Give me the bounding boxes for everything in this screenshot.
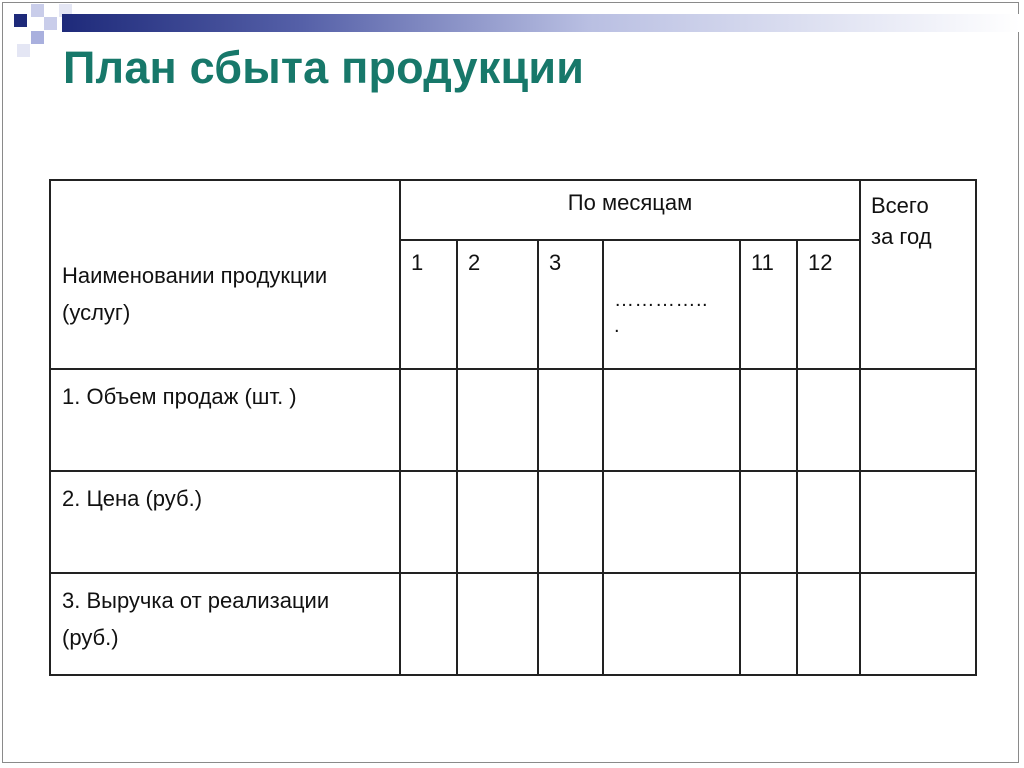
month-ellipsis-tail: . (614, 315, 621, 337)
table-row (50, 471, 976, 573)
month-ellipsis-dots: ………….. (614, 289, 709, 311)
month-header-3: 3 (538, 240, 603, 369)
table-cell (457, 471, 538, 573)
header-by-months: По месяцам (400, 180, 860, 240)
month-header-11: 11 (740, 240, 797, 369)
table-cell (860, 471, 976, 573)
header-total-line2: за год (871, 224, 932, 249)
table-row (50, 573, 976, 675)
decor-square (31, 31, 44, 44)
decor-square (14, 14, 27, 27)
header-total-year (860, 180, 976, 369)
row-label-revenue (50, 573, 400, 675)
table-cell (538, 369, 603, 471)
row-label-price: 2. Цена (руб.) (50, 471, 400, 573)
table-cell (603, 369, 740, 471)
row-label-sales-volume: 1. Объем продаж (шт. ) (50, 369, 400, 471)
table-cell (860, 369, 976, 471)
table-cell (797, 471, 860, 573)
header-total-line1: Всего (871, 193, 929, 218)
header-product-name-line1: Наименовании продукции (62, 263, 328, 288)
row-label-revenue-line1: 3. Выручка от реализации (62, 588, 330, 613)
table-cell (400, 369, 457, 471)
decor-square (31, 4, 44, 17)
table-cell (740, 573, 797, 675)
table-cell (740, 471, 797, 573)
decor-square (44, 17, 57, 30)
table-cell (538, 573, 603, 675)
table-cell (797, 573, 860, 675)
table-cell (797, 369, 860, 471)
table-cell (400, 471, 457, 573)
slide-title: План сбыта продукции (63, 42, 585, 93)
table-header-row (50, 180, 976, 240)
table-cell (457, 573, 538, 675)
decor-square (17, 44, 30, 57)
month-header-12: 12 (797, 240, 860, 369)
table-cell (538, 471, 603, 573)
table-cell (457, 369, 538, 471)
month-header-ellipsis (603, 240, 740, 369)
title-gradient-bar (62, 14, 1020, 32)
month-header-2: 2 (457, 240, 538, 369)
row-label-revenue-line2: (руб.) (62, 625, 119, 650)
table-cell (400, 573, 457, 675)
table-cell (740, 369, 797, 471)
header-product-name (50, 180, 400, 369)
table-cell (603, 573, 740, 675)
sales-plan-table (49, 179, 977, 676)
month-header-1: 1 (400, 240, 457, 369)
header-product-name-line2: (услуг) (62, 300, 131, 325)
table-row (50, 369, 976, 471)
table-cell (603, 471, 740, 573)
table-cell (860, 573, 976, 675)
